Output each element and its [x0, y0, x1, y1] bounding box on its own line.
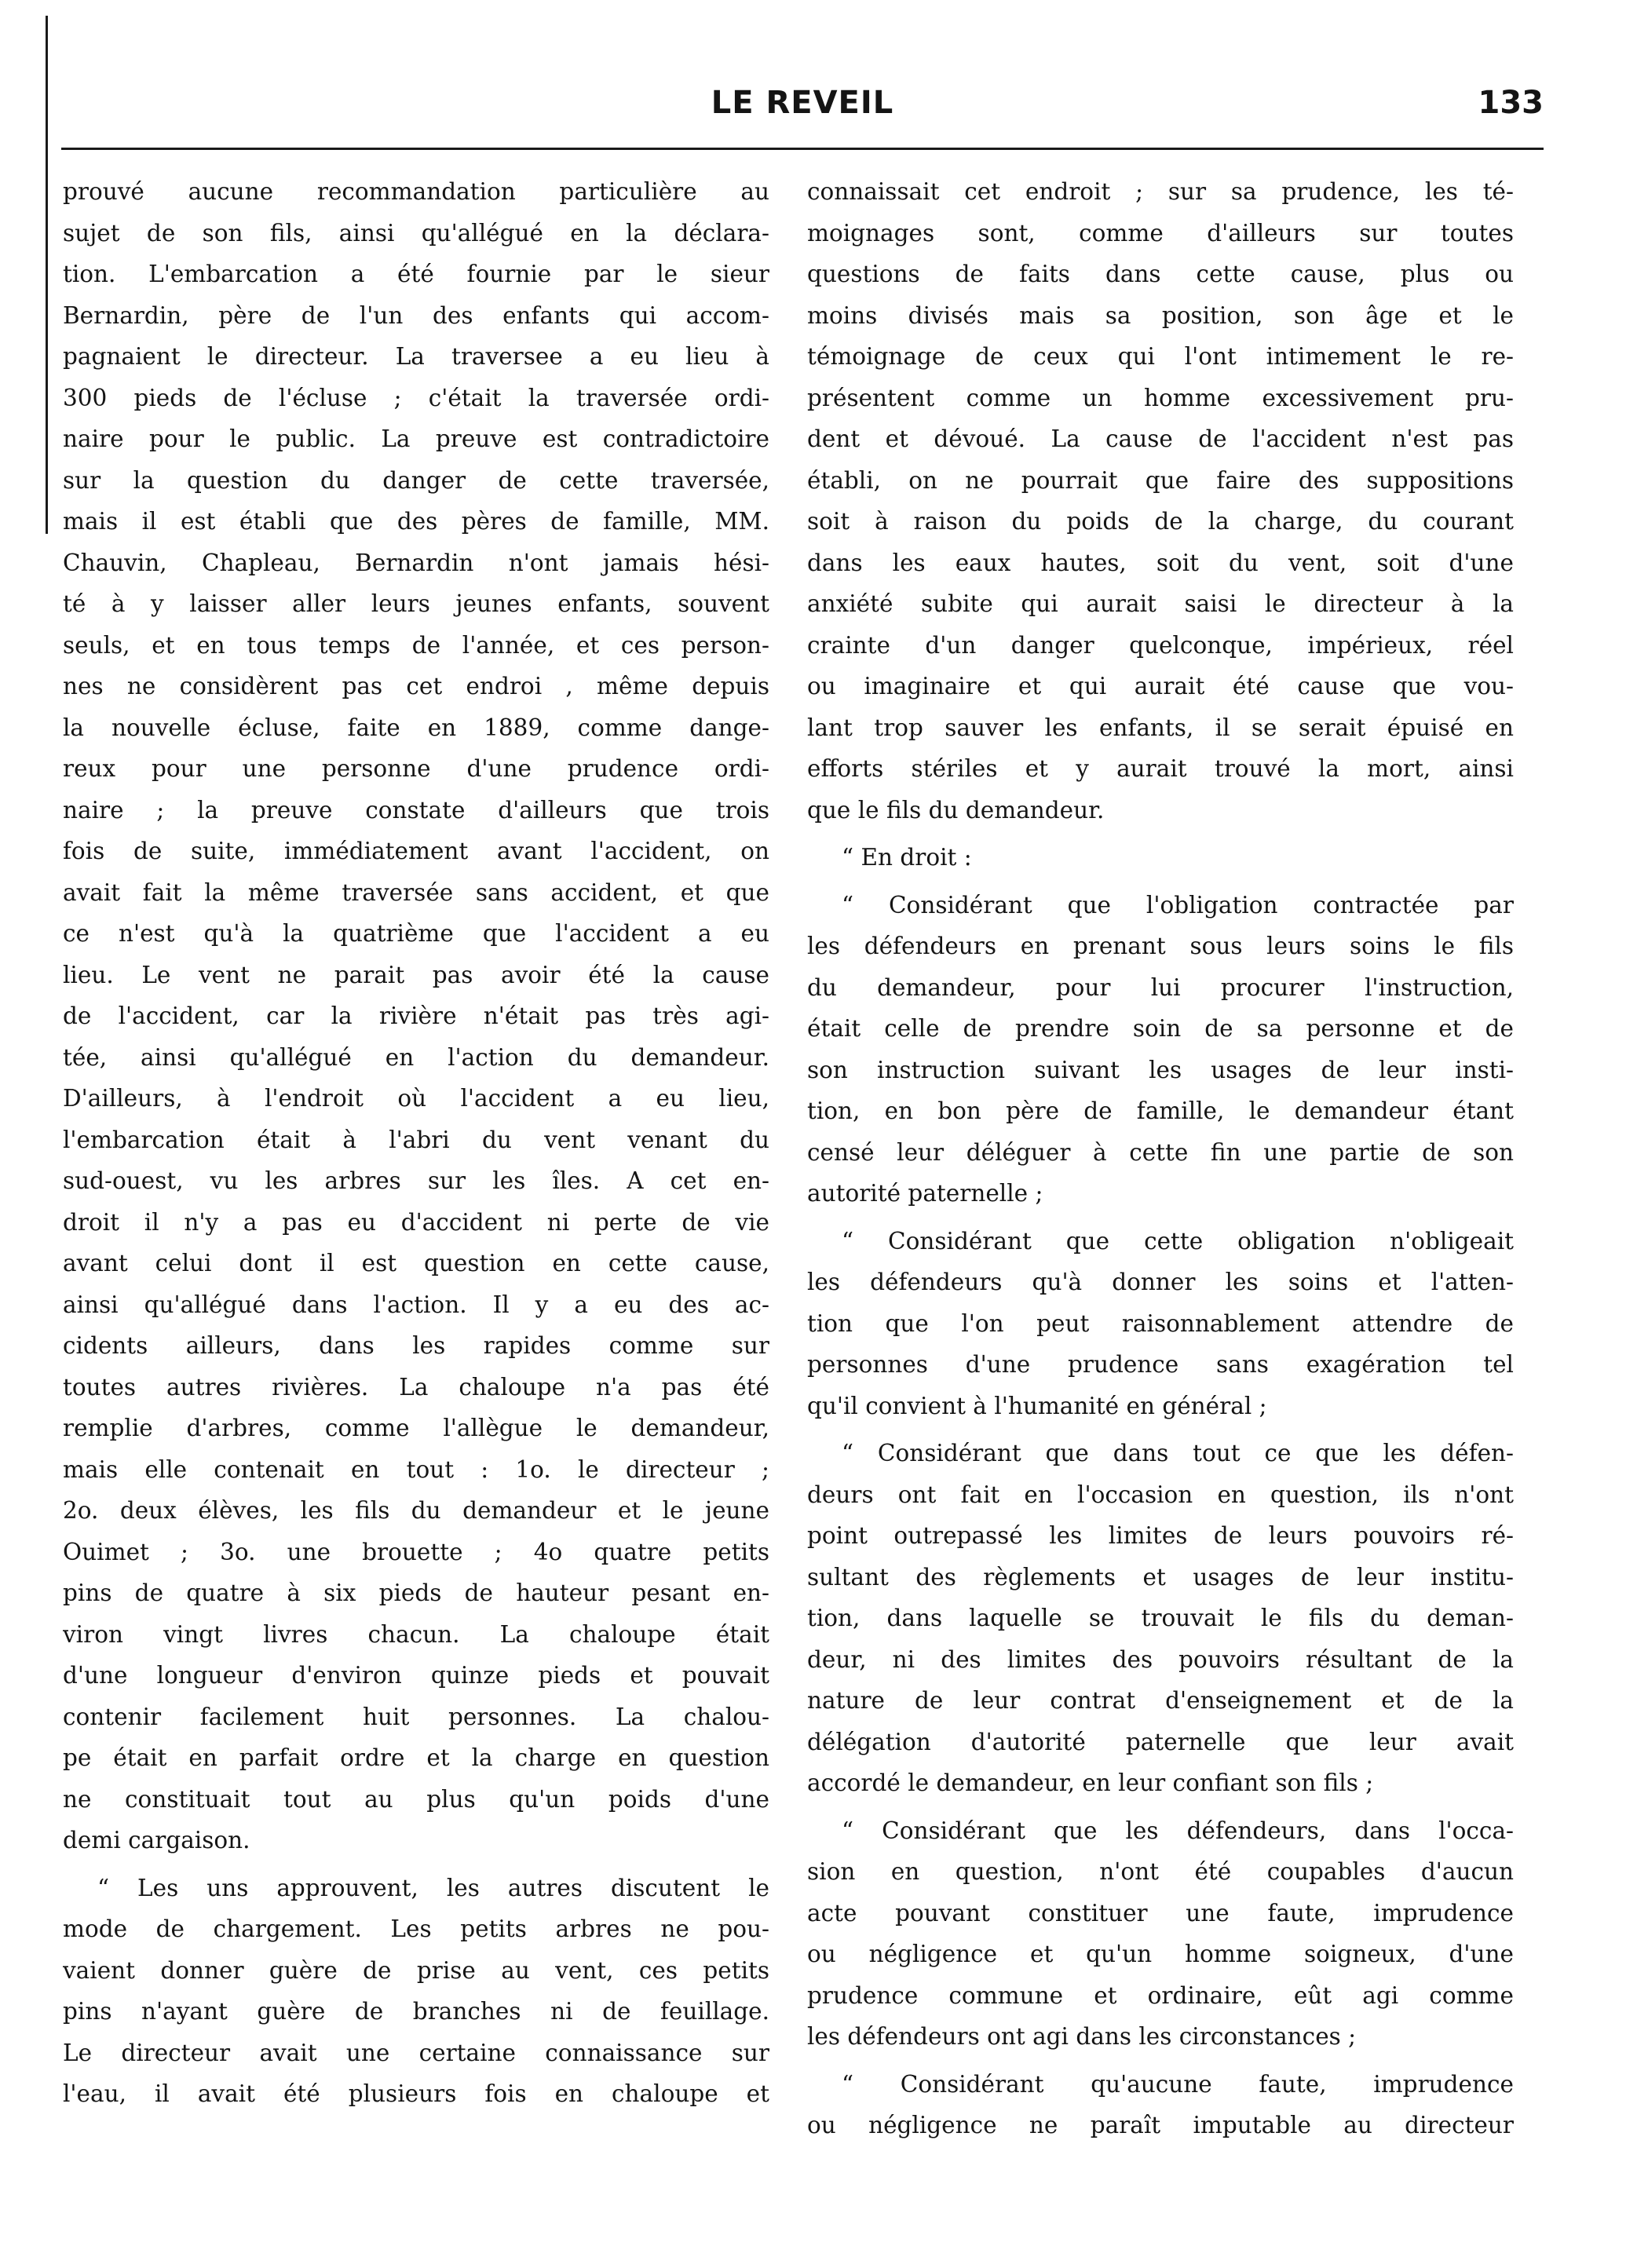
text-line: dans les eaux hautes, soit du vent, soit d'une	[807, 549, 1514, 576]
paragraph	[807, 1433, 1514, 1804]
text-line: tion. L'embarcation a été fournie par le sieur	[63, 261, 769, 287]
text-line: “ Considérant que l'obligation contractée par	[842, 891, 1514, 919]
text-line: les défendeurs ont agi dans les circonstances ;	[807, 2023, 1357, 2050]
text-line: prudence commune et ordinaire, eût agi comme	[807, 1981, 1514, 2009]
text-line: soit à raison du poids de la charge, du courant	[807, 508, 1514, 535]
text-line: son instruction suivant les usages de leur insti-	[807, 1056, 1514, 1083]
text-line: d'une longueur d'environ quinze pieds et pouvait	[63, 1662, 769, 1689]
page-number: 133	[1478, 85, 1544, 121]
text-line: les défendeurs qu'à donner les soins et l'atten-	[807, 1269, 1514, 1295]
text-line: tée, ainsi qu'allégué en l'action du demandeur.	[63, 1043, 769, 1071]
text-line: ne constituait tout au plus qu'un poids d'une	[63, 1785, 769, 1813]
text-line: té à y laisser aller leurs jeunes enfants, souvent	[63, 590, 769, 617]
text-line: deurs ont fait en l'occasion en question, ils n'ont	[807, 1481, 1514, 1508]
text-line: “ En droit :	[842, 844, 972, 871]
text-line: témoignage de ceux qui l'ont intimement le re-	[807, 343, 1514, 370]
paragraph	[807, 1810, 1514, 2058]
text-line: pins de quatre à six pieds de hauteur pesant en-	[63, 1580, 769, 1606]
text-line: acte pouvant constituer une faute, imprudence	[807, 1899, 1514, 1927]
right-column	[807, 171, 1514, 2146]
text-line: droit il n'y a pas eu d'accident ni perte de vie	[63, 1208, 769, 1236]
text-line: sur la question du danger de cette traversée,	[63, 466, 769, 494]
text-line: Chauvin, Chapleau, Bernardin n'ont jamais hési-	[63, 549, 769, 576]
paragraph	[807, 2064, 1514, 2146]
text-line: seuls, et en tous temps de l'année, et ces person-	[63, 631, 769, 659]
text-line: du demandeur, pour lui procurer l'instruction,	[807, 973, 1514, 1001]
text-line: délégation d'autorité paternelle que leur avait	[807, 1728, 1514, 1755]
paragraph	[807, 885, 1514, 1214]
text-line: pins n'ayant guère de branches ni de feuillage.	[63, 1998, 769, 2025]
text-line: sultant des règlements et usages de leur institu-	[807, 1563, 1514, 1591]
text-line: 300 pieds de l'écluse ; c'était la traversée ordi-	[63, 384, 769, 411]
text-line: lant trop sauver les enfants, il se serait épuisé en	[807, 714, 1514, 741]
text-line: mode de chargement. Les petits arbres ne pou-	[63, 1916, 769, 1942]
text-line: pagnaient le directeur. La traversee a eu lieu à	[63, 343, 769, 370]
text-line: efforts stériles et y aurait trouvé la mort, ainsi	[807, 755, 1514, 782]
text-line: était celle de prendre soin de sa personne et de	[807, 1015, 1514, 1042]
text-line: avant celui dont il est question en cette cause,	[63, 1250, 769, 1276]
text-line: connaissait cet endroit ; sur sa prudence, les té-	[807, 178, 1514, 205]
text-line: questions de faits dans cette cause, plus ou	[807, 261, 1514, 287]
text-line: crainte d'un danger quelconque, impérieux, réel	[807, 631, 1514, 659]
text-line: toutes autres rivières. La chaloupe n'a pas été	[63, 1373, 769, 1401]
margin-rule	[46, 16, 48, 534]
text-line: moins divisés mais sa position, son âge et le	[807, 301, 1514, 329]
text-line: l'embarcation était à l'abri du vent venant du	[63, 1126, 769, 1153]
text-line: fois de suite, immédiatement avant l'accident, on	[63, 838, 769, 864]
journal-title: LE REVEIL	[711, 85, 894, 121]
text-line: prouvé aucune recommandation particulière au	[63, 178, 769, 205]
text-line: sion en question, n'ont été coupables d'aucun	[807, 1858, 1514, 1885]
text-line: naire pour le public. La preuve est contradictoire	[63, 425, 769, 452]
text-line: mais elle contenait en tout : 1o. le directeur ;	[63, 1455, 769, 1483]
text-line: D'ailleurs, à l'endroit où l'accident a eu lieu,	[63, 1085, 769, 1112]
paragraph	[807, 837, 1514, 878]
text-line: censé leur déléguer à cette fin une partie de son	[807, 1138, 1514, 1166]
text-line: personnes d'une prudence sans exagération tel	[807, 1351, 1514, 1378]
text-line: naire ; la preuve constate d'ailleurs que trois	[63, 796, 769, 824]
text-line: vaient donner guère de prise au vent, ces petits	[63, 1956, 769, 1984]
text-line: pe était en parfait ordre et la charge en question	[63, 1744, 769, 1771]
text-line: remplie d'arbres, comme l'allègue le demandeur,	[63, 1415, 769, 1441]
text-line: Bernardin, père de l'un des enfants qui accom-	[63, 301, 769, 329]
text-line: Ouimet ; 3o. une brouette ; 4o quatre petits	[63, 1538, 769, 1565]
text-line: “ Considérant que les défendeurs, dans l'occa-	[842, 1817, 1514, 1844]
text-line: anxiété subite qui aurait saisi le directeur à la	[807, 590, 1514, 617]
paragraph	[807, 171, 1514, 831]
text-line: que le fils du demandeur.	[807, 796, 1105, 824]
text-line: nes ne considèrent pas cet endroi , même depuis	[63, 673, 769, 699]
text-line: avait fait la même traversée sans accident, et que	[63, 878, 769, 906]
text-line: moignages sont, comme d'ailleurs sur toutes	[807, 219, 1514, 247]
text-line: sujet de son fils, ainsi qu'allégué en la déclara-	[63, 219, 769, 247]
left-column	[63, 171, 769, 2115]
text-line: nature de leur contrat d'enseignement et de la	[807, 1687, 1514, 1714]
paragraph	[63, 1868, 769, 2115]
text-line: cidents ailleurs, dans les rapides comme sur	[63, 1332, 769, 1359]
paragraph	[63, 171, 769, 1861]
text-line: ou négligence ne paraît imputable au directeur	[807, 2112, 1514, 2138]
text-line: reux pour une personne d'une prudence ordi-	[63, 755, 769, 782]
paragraph	[807, 1221, 1514, 1427]
text-line: point outrepassé les limites de leurs pouvoirs ré-	[807, 1522, 1514, 1549]
text-line: “ Considérant qu'aucune faute, imprudence	[842, 2070, 1514, 2098]
text-line: ce n'est qu'à la quatrième que l'accident a eu	[63, 920, 769, 947]
text-line: demi cargaison.	[63, 1827, 250, 1853]
header-rule	[61, 148, 1544, 150]
text-line: présentent comme un homme excessivement pru-	[807, 384, 1514, 411]
text-line: sud-ouest, vu les arbres sur les îles. A cet en-	[63, 1167, 769, 1194]
text-line: la nouvelle écluse, faite en 1889, comme dange-	[63, 714, 769, 741]
text-line: établi, on ne pourrait que faire des suppositions	[807, 466, 1514, 494]
text-line: dent et dévoué. La cause de l'accident n'est pas	[807, 425, 1514, 452]
text-line: de l'accident, car la rivière n'était pas très agi-	[63, 1003, 769, 1029]
text-line: tion que l'on peut raisonnablement attendre de	[807, 1309, 1514, 1337]
text-line: “ Considérant que dans tout ce que les défen-	[842, 1440, 1514, 1466]
text-line: autorité paternelle ;	[807, 1180, 1043, 1207]
text-line: viron vingt livres chacun. La chaloupe était	[63, 1620, 769, 1648]
text-line: lieu. Le vent ne parait pas avoir été la cause	[63, 961, 769, 988]
text-line: “ Considérant que cette obligation n'obligeait	[842, 1227, 1514, 1255]
text-line: les défendeurs en prenant sous leurs soins le fils	[807, 933, 1514, 959]
text-line: contenir facilement huit personnes. La chalou-	[63, 1703, 769, 1730]
text-line: accordé le demandeur, en leur confiant son fils ;	[807, 1769, 1374, 1796]
text-line: ainsi qu'allégué dans l'action. Il y a eu des ac-	[63, 1291, 769, 1318]
text-line: Le directeur avait une certaine connaissance sur	[63, 2039, 769, 2066]
text-line: ou négligence et qu'un homme soigneux, d'une	[807, 1941, 1514, 1967]
text-line: ou imaginaire et qui aurait été cause que vou-	[807, 673, 1514, 699]
text-line: “ Les uns approuvent, les autres discutent le	[97, 1874, 769, 1901]
text-line: tion, dans laquelle se trouvait le fils du deman-	[807, 1605, 1514, 1631]
running-head	[61, 85, 1544, 132]
text-line: mais il est établi que des pères de famille, MM.	[63, 508, 769, 535]
text-line: tion, en bon père de famille, le demandeur étant	[807, 1097, 1514, 1124]
text-line: l'eau, il avait été plusieurs fois en chaloupe et	[63, 2080, 769, 2107]
text-line: qu'il convient à l'humanité en général ;	[807, 1392, 1267, 1419]
text-line: 2o. deux élèves, les fils du demandeur et le jeune	[63, 1497, 769, 1524]
text-line: deur, ni des limites des pouvoirs résultant de la	[807, 1645, 1514, 1673]
